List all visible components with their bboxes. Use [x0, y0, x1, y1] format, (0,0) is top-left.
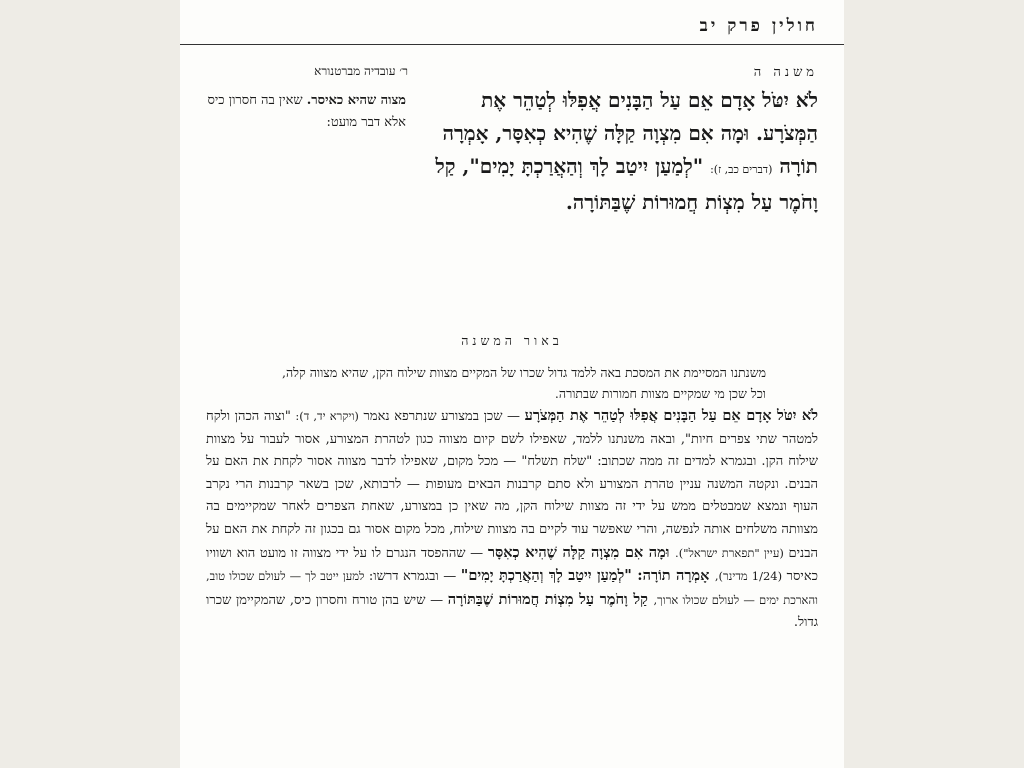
biur-ref-1: (ויקרא יד, ד):	[295, 409, 359, 423]
mishnah-text	[430, 84, 818, 219]
biur-text-4: — ובגמרא דרשו:	[364, 569, 461, 585]
mishnah-text-part1: לֹא יִטֹּל אָדָם אֵם עַל הַבָּנִים אֲפִלּוּ לְטַהֵר אֶת הַמְּצֹרָע. וּמָה אִם מִצְוָה קַלָּה שֶׁהִיא כְאִסָּר, אָמְרָה תוֹרָה	[442, 88, 818, 178]
biur-ref-3: (1/24 מדינר),	[714, 569, 783, 584]
biur-lemma-3: אָמְרָה תוֹרָה: "לְמַעַן יִיטַב לָךְ וְהַאֲרַכְתָּ יָמִים"	[460, 567, 715, 585]
mishnah-label: משנה ה	[753, 65, 818, 80]
commentary-text	[206, 90, 406, 134]
commentary-lemma: מצוה שהיא כאיסר.	[306, 93, 406, 108]
biur-lemma-4: קַל וָחֹמֶר עַל מִצְוֹת חֲמוּרוֹת שֶׁבַּתּוֹרָה	[447, 590, 654, 608]
biur-ref-2: (עיין "תפארת ישראל").	[675, 545, 784, 560]
biur-intro: משנתנו המסיימת את המסכת באה ללמד גדול שכרו של המקיים מצוות שילוח הקן, שהיא מצווה קלה, וכל שכן מי שמקיים מצוות חמורות שבתורה.	[282, 365, 766, 401]
running-head: חולין פרק יב	[699, 16, 818, 36]
biur-text-2: "וצוה הכהן ולקח למטהר שתי צפרים חיות", ובאה משנתנו ללמד, שאפילו לשם קיום מצווה כגון לטהרת המצורע, אסור לעבור על מצוות שילוח הקן. ובגמרא למדים זה ממה שכתוב: "שלח תשלח" — מכל מקום, שאפילו לדבר מצווה אסור לקחת את האם על הבנים. ונקטה המשנה עניין טהרת המצורע ולא סתם קרבנות הבאים מעופות — לרבותא, שכן בשאר קרבנות הרי נקרב העוף ונמצא שמבטלים ממש על ידי זה מצוות שילוח הקן, מה שאין כן במצורע, שאחת הצפרים לאחר שמקיימים בה מצוותה משלחים אותה לנפשה, והרי שאפשר עוד לקיים בה מצוות שילוח, מכל מקום אסור גם בכגון זה לקחת את האם על הבנים	[206, 409, 818, 561]
biur-text-5: — שיש בהן טורח וחסרון כיס, שהמקיימן שכרו גדול.	[206, 592, 818, 631]
biur-body	[206, 405, 818, 635]
mishnah-scripture-ref: (דברים כב, ז):	[710, 163, 773, 176]
biur-title: באור המשנה	[461, 333, 563, 348]
biur-text-1: — שכן במצורע שנתרפא נאמר	[358, 409, 525, 424]
biur-ref-4: למען ייטב לך — לעולם שכולו טוב, והארכת ימים — לעולם שכולו ארוך,	[206, 569, 819, 607]
biur-text-3: — שההפסד הנגרם לו על ידי מצווה זו מועט הוא ושוויו כאיסר	[206, 545, 818, 585]
mishnah-text-part2: "לְמַעַן יִיטַב לָךְ וְהַאֲרַכְתָּ יָמִים", קַל וָחֹמֶר עַל מִצְוֹת חֲמוּרוֹת שֶׁבַּתּוֹרָה.	[435, 154, 818, 214]
commentary-label: ר׳ עובדיה מברטנורא	[314, 64, 408, 78]
biur-lemma-2: וּמָה אִם מִצְוָה קַלָּה שֶׁהִיא כְאִסָּר	[487, 543, 676, 561]
book-page	[180, 0, 844, 768]
header-rule	[180, 44, 844, 45]
commentary-body: שאין בה חסרון כיס אלא דבר מועט:	[207, 93, 406, 130]
biur-lemma-1: לֹא יִטֹּל אָדָם אֵם עַל הַבָּנִים אֲפִלּוּ לְטַהֵר אֶת הַמְּצֹרָע	[524, 407, 818, 424]
